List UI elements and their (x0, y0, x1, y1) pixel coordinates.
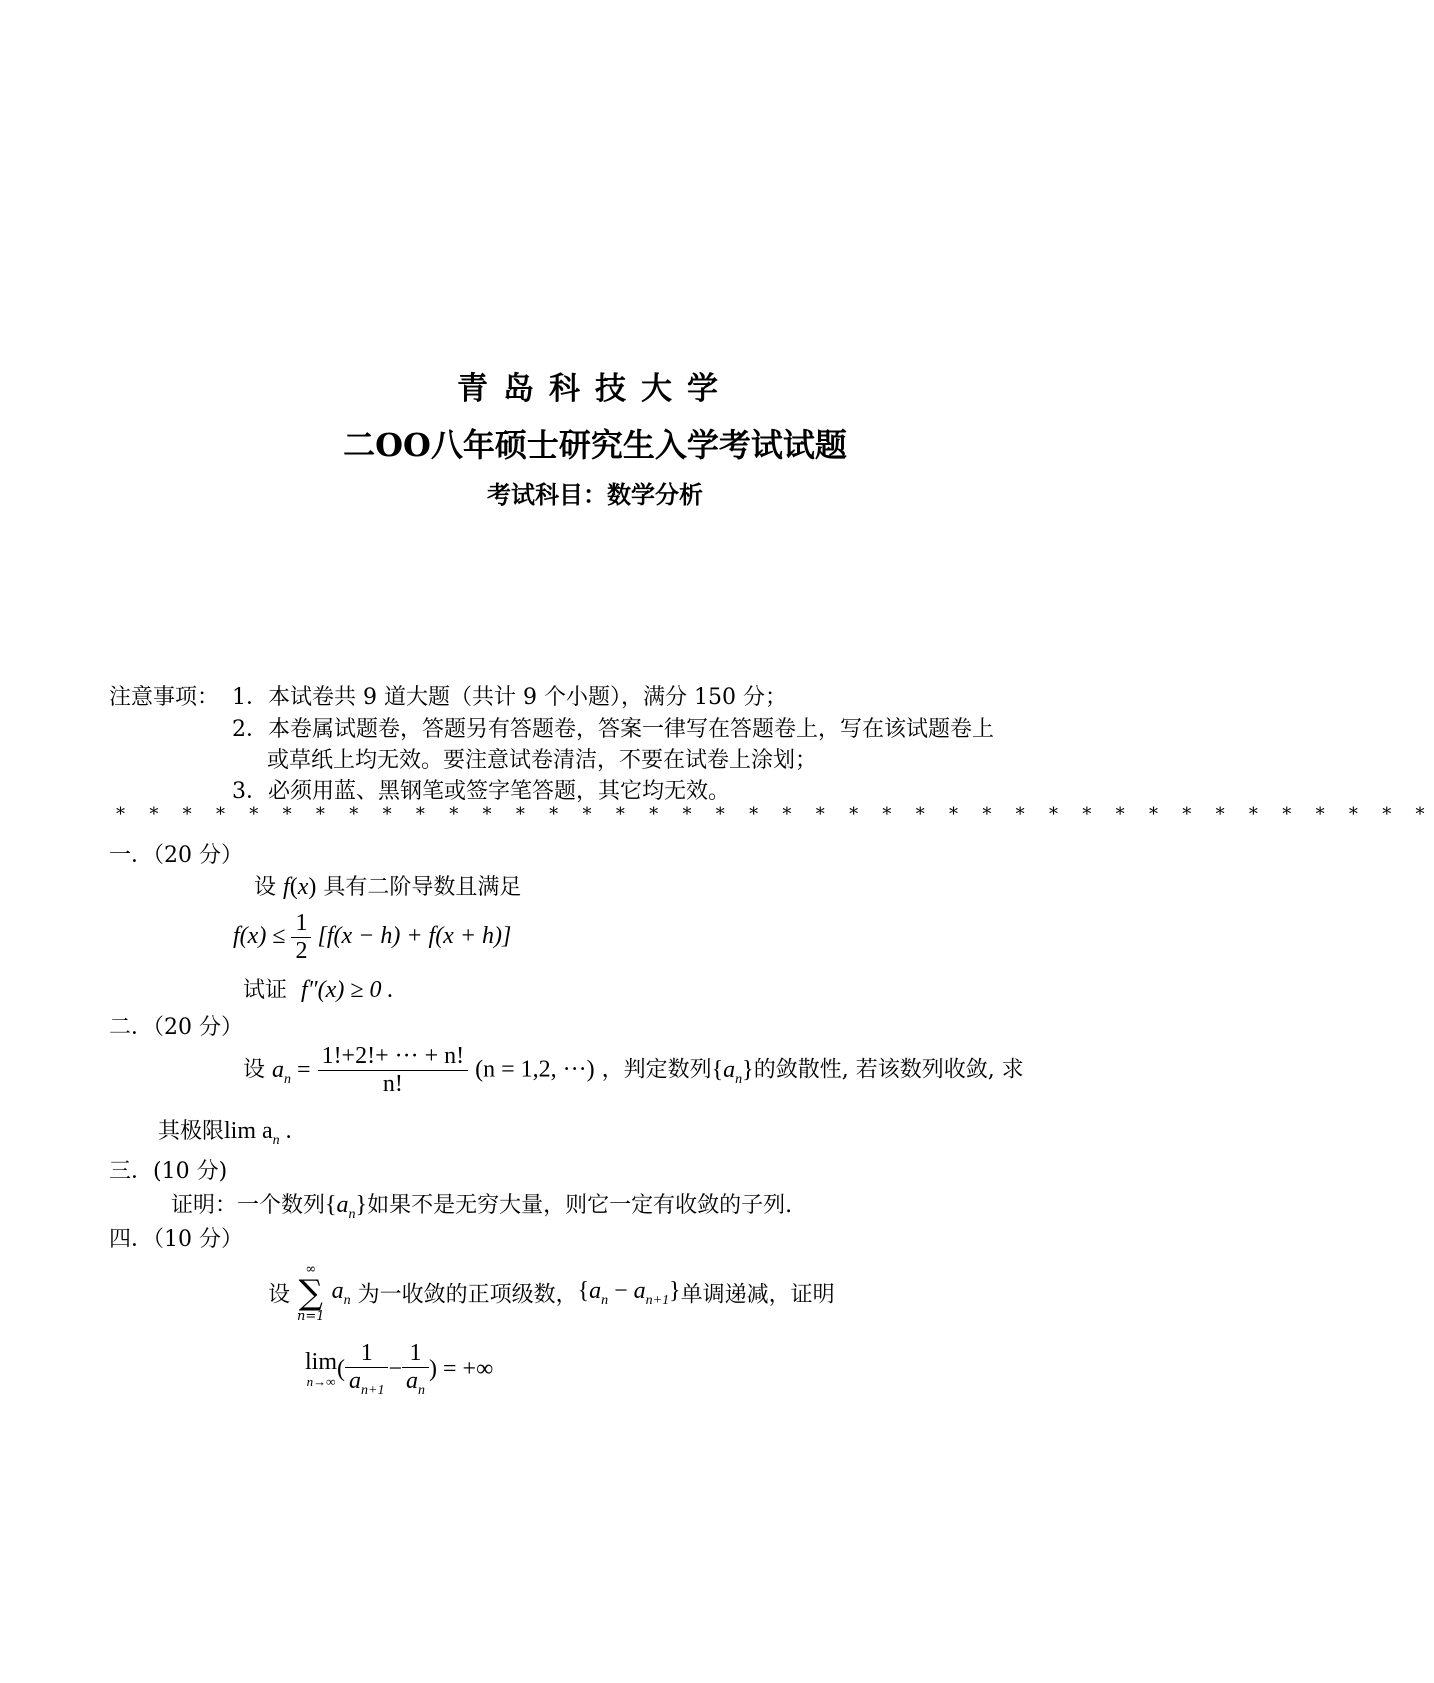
q2-post2: 的敛散性, 若该数列收敛, 求 (753, 1057, 1024, 1083)
q4-frac-1: $\frac{1}{a_{n+1}}$ (345, 1340, 388, 1399)
q1-prove (243, 973, 394, 1004)
q4-post: 单调递减，证明 (680, 1282, 835, 1308)
sigma-icon: ∑ (298, 1273, 323, 1313)
q2-line2-pre: 其极限 (158, 1119, 225, 1144)
q4-frac-2: $\frac{1}{a_n}$ (402, 1340, 429, 1399)
q2-line2 (158, 1114, 292, 1149)
q2-an: $a_n$ = (272, 1056, 311, 1087)
q1-function: f(x) (283, 874, 317, 900)
q2-seq: $\{a_n\}$ (711, 1056, 754, 1087)
exam-title: 二OO八年硕士研究生入学考试试题 (343, 426, 847, 464)
q1-intro-pre: 设 (254, 875, 277, 900)
q4-heading: 四．（10 分） (109, 1227, 243, 1252)
q2-limit-expr: lim a (224, 1118, 273, 1144)
q4-lim: lim n→∞ (305, 1349, 338, 1390)
q4-limit: lim n→∞ ( $\frac{1}{a_{n+1}}$ − $\frac{1}{a_n}$ ) = +∞ (305, 1340, 494, 1398)
q2-heading: 二．（20 分） (109, 1015, 243, 1040)
q4-sum-bottom: n=1 (297, 1309, 325, 1324)
q2-fraction (318, 1043, 469, 1098)
q4-result: = +∞ (443, 1355, 494, 1382)
q4-diff: $\{a_n - a_{n+1}\}$ (577, 1277, 681, 1308)
q2-frac-den: n! (318, 1070, 469, 1098)
q3-pre: 证明：一个数列 (171, 1193, 326, 1218)
q4-lim-sub: n→∞ (306, 1374, 336, 1390)
q1-intro (254, 870, 521, 901)
q2-range: (n = 1,2, ···) (475, 1056, 595, 1083)
note-item-3: 3．必须用蓝、黑钢笔或签字笔答题，其它均无效。 (232, 779, 730, 804)
q3-heading: 三．(10 分) (109, 1159, 228, 1184)
q4-sum-top: ∞ (305, 1262, 317, 1277)
q2-pre: 设 (243, 1057, 266, 1083)
note-item-2-cont: 或草纸上均无效。要注意试卷清洁，不要在试卷上涂划； (267, 748, 818, 773)
q1-ineq-rhs: [f(x − h) + f(x + h)] (317, 923, 512, 950)
q4-line1 (268, 1263, 835, 1323)
q1-frac-den: 2 (291, 937, 311, 965)
q1-inequality (233, 910, 511, 965)
q2-frac-num: 1!+2!+ ··· + n! (321, 1043, 465, 1069)
q2-limit: $\lim a_n$ . (224, 1118, 292, 1148)
q4-sum (297, 1263, 325, 1323)
q1-frac-num: 1 (295, 910, 308, 936)
q3-post: 如果不是无穷大量，则它一定有收敛的子列. (367, 1193, 793, 1218)
q1-heading: 一．（20 分） (109, 843, 243, 868)
note-item-2: 2．本卷属试题卷，答题另有答题卷，答案一律写在答题卷上，写在该试题卷上 (232, 717, 994, 742)
q4-an: $a_n$ (331, 1277, 351, 1308)
university-name: 青岛科技大学 (457, 371, 733, 407)
divider-stars: * * * * * * * * * * * * * * * * * * * * * * * * * * * * * * * * * * * * * * * * (116, 804, 1434, 825)
q1-fraction (291, 910, 311, 965)
q3-statement (171, 1188, 792, 1223)
q4-pre: 设 (268, 1282, 291, 1308)
q2-statement (243, 1043, 1024, 1098)
q1-intro-post: 具有二阶导数且满足 (323, 875, 522, 900)
notes-label: 注意事项： (109, 685, 220, 710)
q2-post1: ，判定数列 (601, 1057, 712, 1083)
q1-prove-expr: f″(x) ≥ 0 . (301, 977, 394, 1003)
q1-prove-label: 试证 (243, 978, 288, 1003)
note-item-1: 1．本试卷共 9 道大题（共计 9 个小题），满分 150 分； (232, 685, 787, 710)
q3-seq: $\{a_n\}$ (325, 1192, 368, 1222)
q4-mid: 为一收敛的正项级数， (357, 1282, 578, 1308)
exam-subject: 考试科目：数学分析 (487, 480, 703, 509)
q1-ineq-lhs: f(x) ≤ (233, 923, 286, 950)
